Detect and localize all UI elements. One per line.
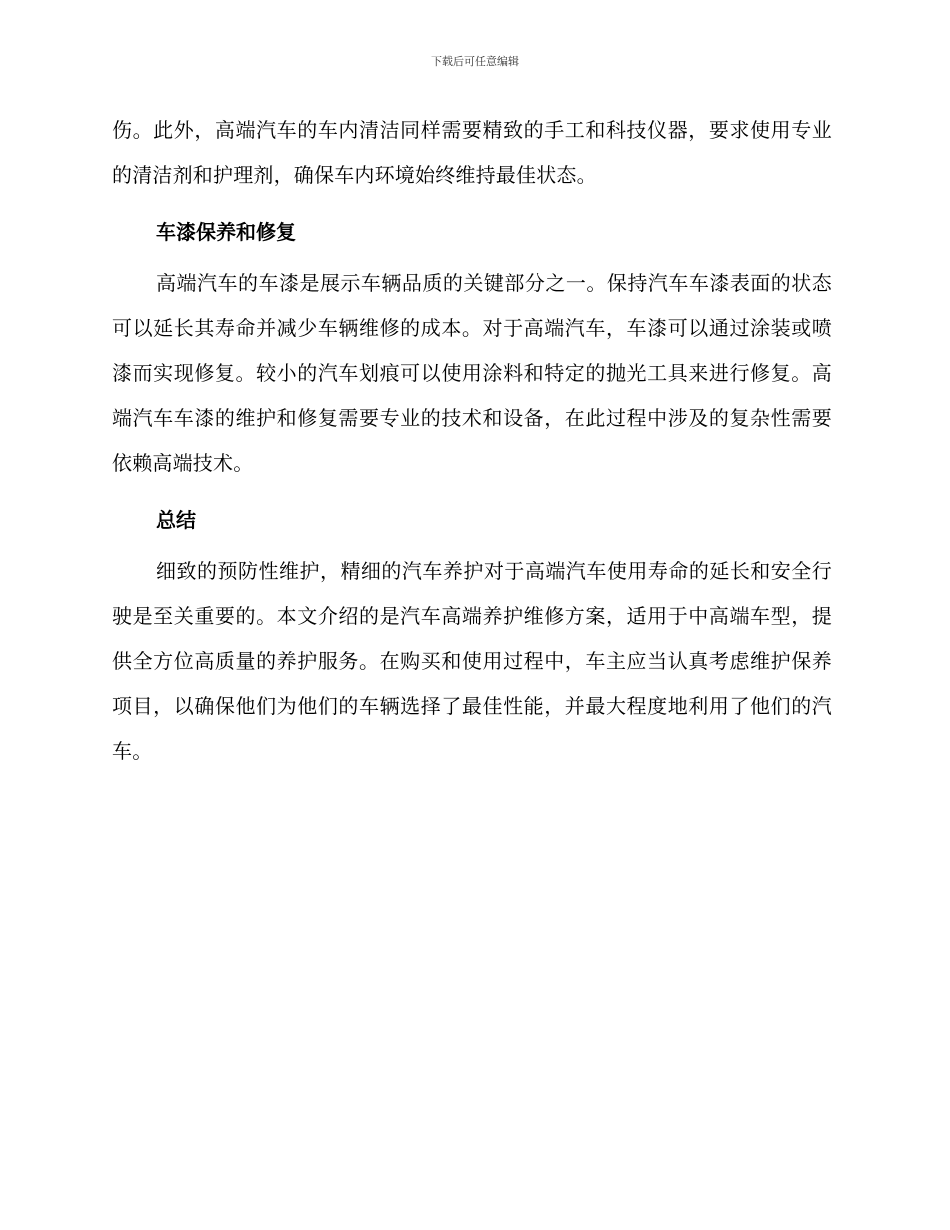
section-heading-summary: 总结	[156, 508, 196, 532]
document-body	[112, 108, 832, 774]
header-note: 下载后可任意编辑	[431, 55, 519, 68]
paragraph-summary: 细致的预防性维护，精细的汽车养护对于高端汽车使用寿命的延长和安全行驶是至关重要的。本文介绍的是汽车高端养护维修方案，适用于中高端车型，提供全方位高质量的养护服务。在购买和使用过程中，车主应当认真考虑维护保养项目，以确保他们为他们的车辆选择了最佳性能，并最大程度地利用了他们的汽车。	[112, 559, 832, 763]
section-heading-paint: 车漆保养和修复	[156, 220, 296, 244]
paragraph-paint: 高端汽车的车漆是展示车辆品质的关键部分之一。保持汽车车漆表面的状态可以延长其寿命并减少车辆维修的成本。对于高端汽车，车漆可以通过涂装或喷漆而实现修复。较小的汽车划痕可以使用涂料和特定的抛光工具来进行修复。高端汽车车漆的维护和修复需要专业的技术和设备，在此过程中涉及的复杂性需要依赖高端技术。	[112, 271, 832, 475]
paragraph-continued: 伤。此外，高端汽车的车内清洁同样需要精致的手工和科技仪器，要求使用专业的清洁剂和护理剂，确保车内环境始终维持最佳状态。	[112, 118, 832, 187]
